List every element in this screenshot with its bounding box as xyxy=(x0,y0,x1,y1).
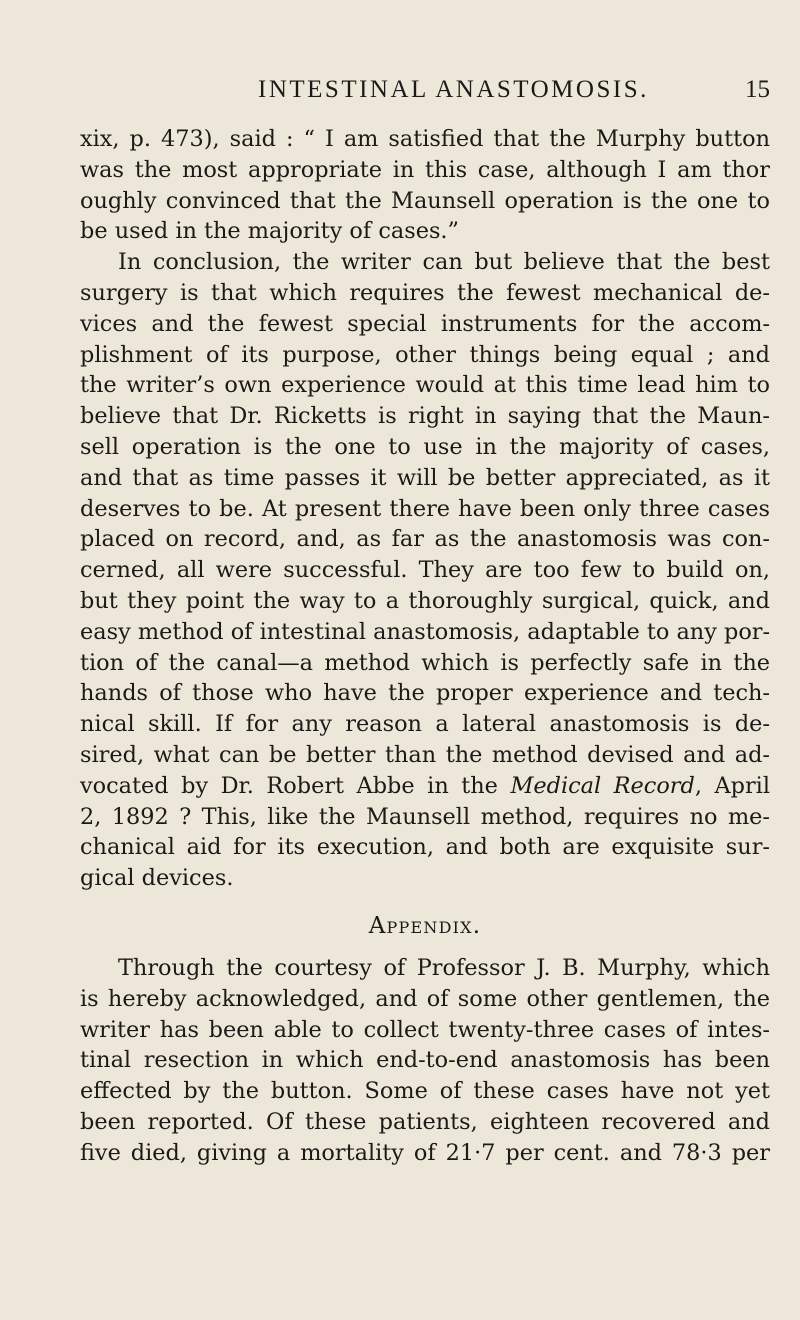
text-line: writer has been able to collect twenty-three cases of intes- xyxy=(80,1016,770,1043)
text-line: been reported. Of these patients, eighteen recovered and xyxy=(80,1108,770,1135)
text-line: chanical aid for its execution, and both are exquisite sur- xyxy=(80,834,770,861)
text-segment: vocated by Dr. Robert Abbe in the xyxy=(80,772,511,799)
text-line: gical devices. xyxy=(80,865,234,892)
text-line: Through the courtesy of Professor J. B. Murphy, which xyxy=(118,954,770,981)
paragraph-conclusion xyxy=(80,247,770,894)
text-line: is hereby acknowledged, and of some other gentlemen, the xyxy=(80,985,770,1012)
text-line: In conclusion, the writer can but believe that the best xyxy=(118,249,770,276)
text-line: deserves to be. At present there have been only three cases xyxy=(80,495,770,522)
text-line: was the most appropriate in this case, although I am thor xyxy=(80,156,770,183)
running-head: INTESTINAL ANASTOMOSIS. xyxy=(258,76,649,103)
text-segment: , April xyxy=(694,772,770,799)
appendix-heading: Appendix. xyxy=(368,912,482,939)
text-line: placed on record, and, as far as the anastomosis was con- xyxy=(80,526,770,553)
text-line: 2, 1892 ? This, like the Maunsell method, requires no me- xyxy=(80,803,770,830)
page-header xyxy=(0,76,800,110)
text-line: five died, giving a mortality of 21·7 per cent. and 78·3 per xyxy=(80,1139,770,1166)
text-line: sired, what can be better than the method devised and ad- xyxy=(80,741,770,768)
text-line: believe that Dr. Ricketts is right in saying that the Maun- xyxy=(80,403,770,430)
body-text xyxy=(80,124,770,1169)
text-line: vices and the fewest special instruments for the accom- xyxy=(80,310,770,337)
text-line: sell operation is the one to use in the majority of cases, xyxy=(80,433,770,460)
text-line: xix, p. 473), said : “ I am satisfied that the Murphy button xyxy=(80,126,770,152)
text-line-with-citation xyxy=(80,771,770,802)
journal-title: Medical Record xyxy=(510,772,695,799)
text-line: oughly convinced that the Maunsell operation is the one to xyxy=(80,187,770,214)
text-line: plishment of its purpose, other things being equal ; and xyxy=(80,341,770,368)
text-line: surgery is that which requires the fewest mechanical de- xyxy=(80,279,770,306)
paragraph-quote-end xyxy=(80,124,770,247)
text-line: cerned, all were successful. They are too few to build on, xyxy=(80,557,770,584)
text-line: the writer’s own experience would at this time lead him to xyxy=(80,372,770,399)
text-line: effected by the button. Some of these cases have not yet xyxy=(80,1078,770,1105)
text-line: and that as time passes it will be better appreciated, as it xyxy=(80,464,770,491)
text-line: nical skill. If for any reason a lateral anastomosis is de- xyxy=(80,711,770,738)
page-number: 15 xyxy=(745,76,770,103)
text-line: tion of the canal—a method which is perfectly safe in the xyxy=(80,649,770,676)
paragraph-appendix xyxy=(80,953,770,1169)
text-line: be used in the majority of cases.” xyxy=(80,218,460,245)
text-line: easy method of intestinal anastomosis, adaptable to any por- xyxy=(80,618,771,645)
text-line: tinal resection in which end-to-end anastomosis has been xyxy=(80,1047,770,1074)
text-line: hands of those who have the proper experience and tech- xyxy=(80,680,770,707)
text-line: but they point the way to a thoroughly surgical, quick, and xyxy=(80,587,770,614)
